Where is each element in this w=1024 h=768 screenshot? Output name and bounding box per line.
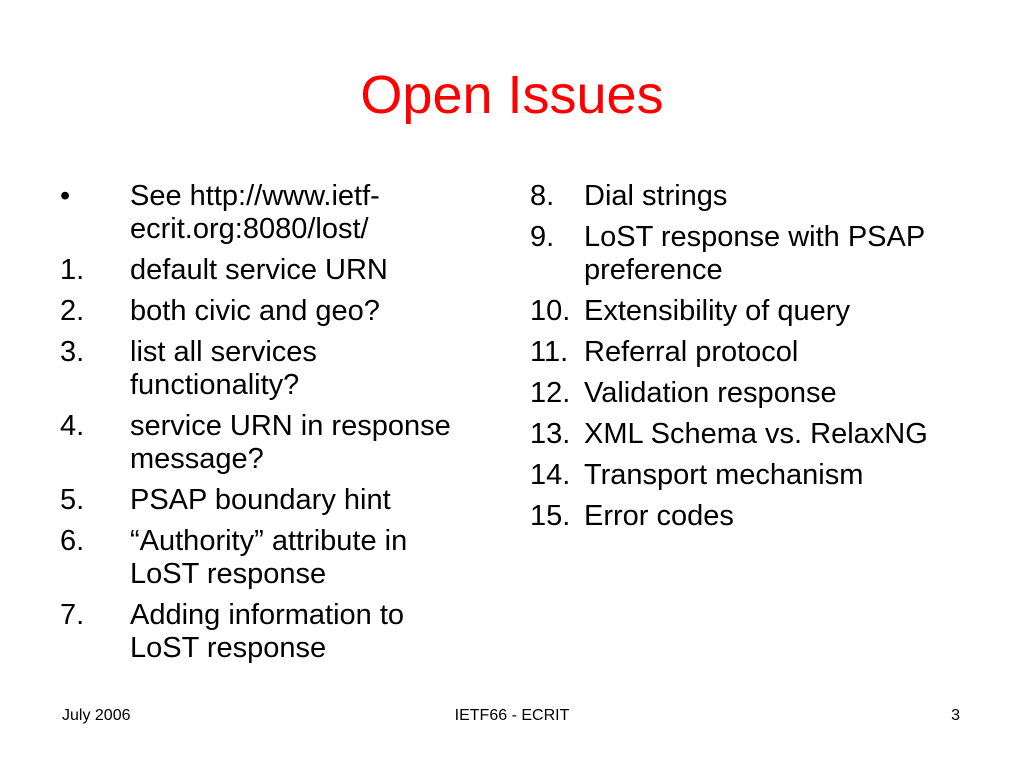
list-item-text: “Authority” attribute in LoST response: [130, 525, 408, 590]
list-number: 14.: [530, 459, 571, 491]
list-item-text: service URN in response message?: [130, 410, 451, 475]
list-item: [60, 254, 470, 287]
list-item: [60, 599, 470, 665]
list-item-text: Adding information to LoST response: [130, 599, 405, 664]
list-item-text: Dial strings: [584, 180, 728, 212]
list-item-text: default service URN: [130, 254, 388, 286]
list-number: 2.: [60, 295, 85, 327]
list-item: [530, 221, 950, 287]
list-number: 15.: [530, 500, 571, 532]
list-item: [530, 500, 950, 533]
list-item: [60, 484, 470, 517]
list-number: 3.: [60, 336, 85, 368]
list-item-text: Error codes: [584, 500, 734, 532]
footer-date: July 2006: [62, 707, 131, 724]
list-item: [60, 410, 470, 476]
list-item: [530, 459, 950, 492]
footer-event: IETF66 - ECRIT: [454, 707, 570, 724]
list-item: [530, 336, 950, 369]
list-number: 12.: [530, 377, 571, 409]
list-number: 6.: [60, 525, 85, 557]
list-item: [60, 336, 470, 402]
list-number: 9.: [530, 221, 555, 253]
list-item-text: Referral protocol: [584, 336, 799, 368]
list-item: [530, 377, 950, 410]
list-number: 4.: [60, 410, 85, 442]
list-number: 1.: [60, 254, 85, 286]
right-issue-list: [530, 180, 950, 541]
list-item-text: both civic and geo?: [130, 295, 380, 327]
list-item-text: Validation response: [584, 377, 837, 409]
list-number: 5.: [60, 484, 85, 516]
list-item: [530, 418, 950, 451]
list-item-text: LoST response with PSAP preference: [584, 221, 925, 286]
list-item: [60, 295, 470, 328]
list-number: 11.: [530, 336, 569, 368]
slide-title: Open Issues: [360, 65, 664, 125]
list-item-text: XML Schema vs. RelaxNG: [584, 418, 928, 450]
bullet-marker: •: [60, 180, 71, 212]
list-item-text: Extensibility of query: [584, 295, 850, 327]
list-item: [530, 295, 950, 328]
page-number: 3: [951, 707, 960, 724]
list-item: [530, 180, 950, 213]
list-number: 8.: [530, 180, 555, 212]
list-item: [60, 525, 470, 591]
list-item-text: list all services functionality?: [130, 336, 317, 401]
left-issue-list: [60, 180, 470, 673]
list-number: 13.: [530, 418, 571, 450]
list-item: [60, 180, 470, 246]
list-item-text: PSAP boundary hint: [130, 484, 391, 516]
list-item-text: Transport mechanism: [584, 459, 864, 491]
list-number: 10.: [530, 295, 571, 327]
list-number: 7.: [60, 599, 85, 631]
list-item-text: See http://www.ietf-ecrit.org:8080/lost/: [130, 180, 380, 245]
